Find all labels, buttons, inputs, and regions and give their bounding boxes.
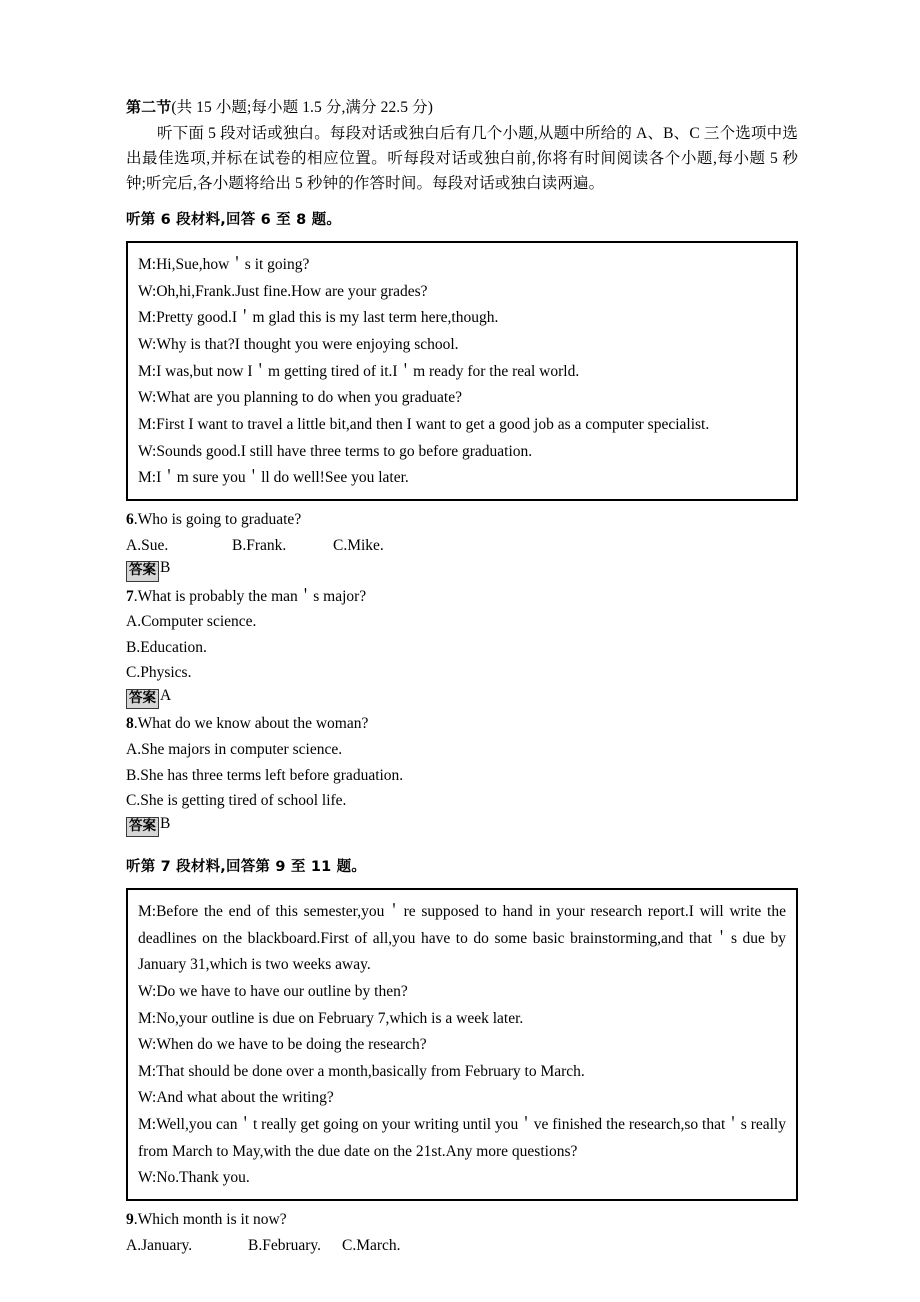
option-a[interactable]: A.Sue. xyxy=(126,536,169,554)
dialogue-line: W:When do we have to be doing the research? xyxy=(138,1036,427,1054)
question-text: .What do we know about the woman? xyxy=(133,715,369,733)
option-c[interactable]: C.Mike. xyxy=(333,536,384,554)
answer-value: A xyxy=(160,686,172,704)
dialogue-line: W:No.Thank you. xyxy=(138,1169,250,1187)
dialogue-box-7 xyxy=(126,888,798,1201)
dialogue-line: W:What are you planning to do when you graduate? xyxy=(138,389,462,407)
option-b[interactable]: B.February. xyxy=(248,1236,322,1254)
options-row xyxy=(126,533,798,559)
question-9 xyxy=(126,1207,798,1258)
dialogue-line: W:Why is that?I thought you were enjoying school. xyxy=(138,336,459,354)
option-c[interactable]: C.She is getting tired of school life. xyxy=(126,792,347,810)
dialogue-line: M:Pretty good.I＇m glad this is my last term here,though. xyxy=(138,309,499,327)
section-heading xyxy=(126,96,798,120)
option-b[interactable]: B.Education. xyxy=(126,638,207,656)
listen-heading-7: 听第 7 段材料,回答第 9 至 11 题。 xyxy=(126,859,367,876)
answer-label-badge: 答案 xyxy=(126,689,159,710)
dialogue-line: M:First I want to travel a little bit,and then I want to get a good job as a computer specialist. xyxy=(138,416,710,434)
question-7 xyxy=(126,584,798,710)
answer-value: B xyxy=(160,559,171,577)
dialogue-box-6 xyxy=(126,241,798,501)
question-text: .Who is going to graduate? xyxy=(133,511,302,528)
dialogue-line: W:And what about the writing? xyxy=(138,1089,334,1107)
question-stem xyxy=(126,711,798,737)
dialogue-line: M:No,your outline is due on February 7,which is a week later. xyxy=(138,1009,524,1027)
option-c[interactable]: C.March. xyxy=(342,1236,401,1254)
option-a[interactable]: A.January. xyxy=(126,1236,193,1254)
answer-label-badge: 答案 xyxy=(126,561,159,582)
options-row xyxy=(126,1233,798,1259)
answer-row xyxy=(126,559,798,582)
question-number: 6 xyxy=(126,511,134,528)
dialogue-line: M:Hi,Sue,how＇s it going? xyxy=(138,256,310,274)
option-a[interactable]: A.Computer science. xyxy=(126,613,257,631)
dialogue-line: W:Sounds good.I still have three terms to go before graduation. xyxy=(138,442,533,460)
question-stem xyxy=(126,507,798,533)
question-number: 7 xyxy=(126,587,134,605)
options-stack xyxy=(126,737,798,814)
question-number: 8 xyxy=(126,715,134,733)
instructions-paragraph: 听下面 5 段对话或独白。每段对话或独白后有几个小题,从题中所给的 A、B、C 三个选项中选出最佳选项,并标在试卷的相应位置。听每段对话或独白前,你将有时间阅读各个小题,每小题 5 秒钟;听完后,各小题将给出 5 秒钟的作答时间。每段对话或独白读两遍。 xyxy=(126,125,798,193)
dialogue-line: W:Oh,hi,Frank.Just fine.How are your grades? xyxy=(138,282,428,300)
options-stack xyxy=(126,609,798,686)
dialogue-line: M:Before the end of this semester,you＇re supposed to hand in your research report.I will write the deadlines on the blackboard.First of all,you have to do some basic brainstorming,and that＇s due by January 31,which is two weeks away. xyxy=(138,902,786,974)
listen-heading-6: 听第 6 段材料,回答 6 至 8 题。 xyxy=(126,212,342,229)
option-a[interactable]: A.She majors in computer science. xyxy=(126,740,343,758)
question-6 xyxy=(126,507,798,582)
question-number: 9 xyxy=(126,1211,134,1229)
answer-row xyxy=(126,687,798,710)
dialogue-line: W:Do we have to have our outline by then? xyxy=(138,982,408,1000)
question-stem xyxy=(126,1207,798,1233)
dialogue-line: M:That should be done over a month,basically from February to March. xyxy=(138,1062,585,1080)
answer-row xyxy=(126,815,798,838)
question-stem xyxy=(126,584,798,610)
answer-value: B xyxy=(160,814,171,832)
dialogue-line: M:I＇m sure you＇ll do well!See you later. xyxy=(138,469,409,487)
answer-label-badge: 答案 xyxy=(126,817,159,838)
section-title-meta: (共 15 小题;每小题 1.5 分,满分 22.5 分) xyxy=(171,99,433,116)
option-c[interactable]: C.Physics. xyxy=(126,664,192,682)
page-content xyxy=(126,96,798,1258)
section-title-cn: 第二节 xyxy=(126,98,172,116)
dialogue-line: M:Well,you can＇t really get going on your writing until you＇ve finished the research,so that＇s really from March to May,with the due date on the 21st.Any more questions? xyxy=(138,1116,786,1160)
question-text: .Which month is it now? xyxy=(133,1211,287,1229)
question-text: .What is probably the man＇s major? xyxy=(133,587,367,605)
option-b[interactable]: B.She has three terms left before graduation. xyxy=(126,766,404,784)
dialogue-line: M:I was,but now I＇m getting tired of it.I＇m ready for the real world. xyxy=(138,362,580,380)
question-8 xyxy=(126,711,798,837)
option-b[interactable]: B.Frank. xyxy=(232,536,287,554)
